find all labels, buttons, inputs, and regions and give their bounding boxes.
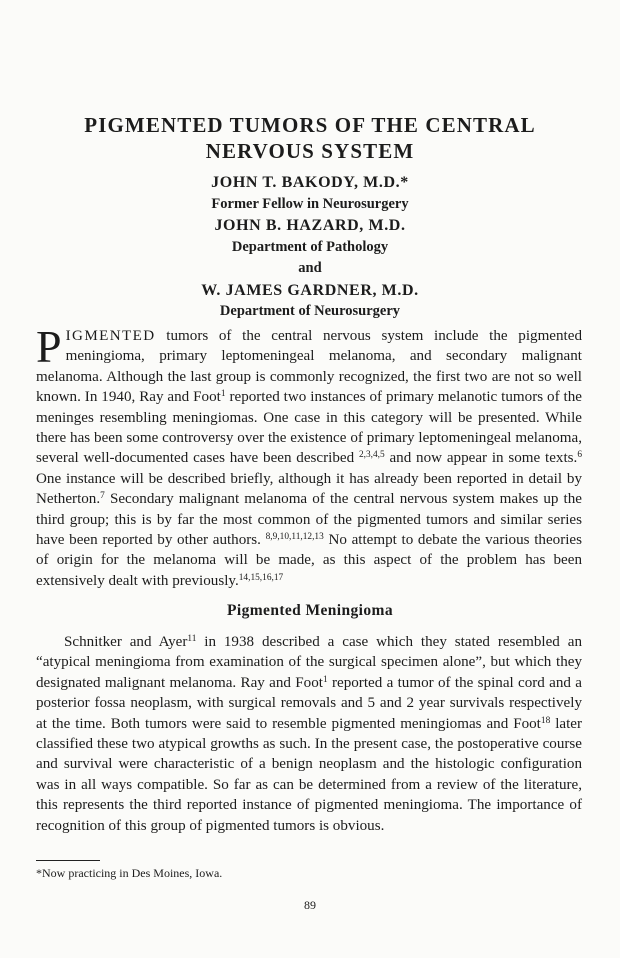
author-affiliation-3: Department of Neurosurgery [219,303,401,319]
author-name-1: JOHN T. BAKODY, M.D.* [211,174,409,191]
author-name-3: W. JAMES GARDNER, M.D. [201,281,419,299]
citation-ref: 18 [540,715,551,726]
citation-ref: 2,3,4,5 [358,450,385,461]
author-conjunction: and [298,260,322,276]
citation-ref: 14,15,16,17 [238,572,284,583]
page-number: 89 [304,898,316,912]
footnote-rule [36,860,100,861]
intro-lead-word: IGMENTED [65,328,156,344]
author-affiliation-2: Department of Pathology [231,238,389,255]
intro-text-2: reported two instances of primary melanotic tumors of the meninges resembling meningiomas. One case in this category will be presented. While there has been some controversy over the existence of primary leptomeningeal melanoma, several well-documented cases have been described [36,389,582,467]
section-text-3: reported a tumor of the spinal cord and a posterior fossa neoplasm, with surgical removals and 5 and 2 year survivals respectively at the time. Both tumors were said to resemble pigmented meningiomas and Foot [36,674,582,732]
section-paragraph [36,632,582,836]
intro-paragraph [36,321,583,591]
article-title: PIGMENTED TUMORS OF THE CENTRAL NERVOUS SYSTEM [84,113,536,163]
citation-ref: 8,9,10,11,12,13 [265,531,324,542]
citation-ref: 1 [220,389,226,400]
citation-ref: 6 [577,450,583,461]
section-text-1: Schnitker and Ayer [64,634,188,650]
intro-text-6: No attempt to debate the various theories of origin for the melanoma will be made, as this aspect of the problem has been extensively dealt with previously. [36,532,582,589]
author-byline [100,172,520,323]
drop-cap: P [36,321,62,372]
author-name-2: JOHN B. HAZARD, M.D. [214,217,406,234]
intro-text-3: and now appear in some texts. [384,450,578,467]
citation-ref: 7 [100,491,105,502]
citation-ref: 11 [187,633,197,644]
section-heading: Pigmented Meningioma [227,602,393,619]
section-text-4: later classified these two atypical growths as such. In the present case, the postoperative course and survival were characteristic of a benign neoplasm and the histologic configuration was in all ways compatible. So far as can be determined from a review of the literature, this represents the third reported instance of pigmented meningioma. The importance of recognition of this group of pigmented tumors is obvious. [36,715,583,834]
section-text-2: in 1938 described a case which they stated resembled an “atypical meningioma from examination of the surgical specimen alone”, but which they designated malignant melanoma. Ray and Foot [36,634,582,691]
footnote: *Now practicing in Des Moines, Iowa. [36,866,223,880]
intro-text-4: One instance will be described briefly, although it has already been reported in detail by Netherton. [36,470,582,508]
author-affiliation-1: Former Fellow in Neurosurgery [211,195,409,212]
citation-ref: 1 [322,674,328,685]
intro-text-5: Secondary malignant melanoma of the central nervous system makes up the third group; this is by far the most common of the pigmented tumors and similar series have been reported by other authors. [36,491,582,549]
intro-text-1: tumors of the central nervous system include the pigmented meningioma, primary leptomeningeal melanoma, and secondary malignant melanoma. Although the last group is commonly recognized, the first two are not so well known. In 1940, Ray and Foot [36,328,582,406]
